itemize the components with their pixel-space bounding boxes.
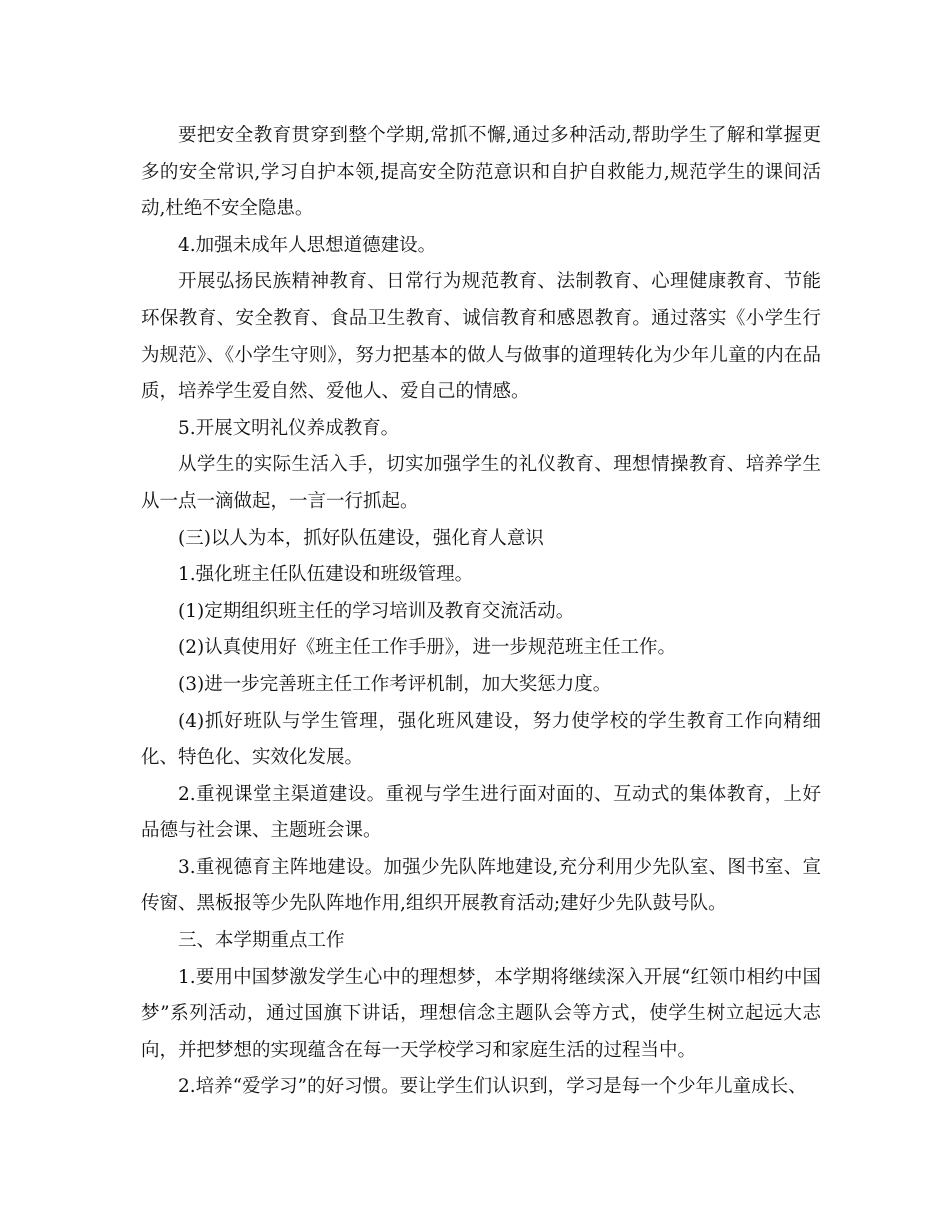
paragraph-section-team-building: (三)以人为本，抓好队伍建设，强化育人意识 [178, 527, 544, 549]
paragraph-china-dream: 1.要用中国梦激发学生心中的理想梦，本学期将继续深入开展“红领巾相约中国梦”系列活动，通过国旗下讲话，理想信念主题队会等方式，使学生树立起远大志向，并把梦想的实现蕴含在每一天学校学习和家庭生活的过程当中。 [141, 966, 821, 1061]
list-item-2: (2)认真使用好《班主任工作手册》，进一步规范班主任工作。 [178, 637, 676, 659]
paragraph-moral-education-body: 开展弘扬民族精神教育、日常行为规范教育、法制教育、心理健康教育、节能环保教育、安全教育、食品卫生教育、诚信教育和感恩教育。通过落实《小学生行为规范》、《小学生守则》，努力把基本的做人与做事的道理转化为少年儿童的内在品质，培养学生爱自然、爱他人、爱自己的情感。 [141, 271, 821, 403]
document-body [141, 118, 821, 1106]
paragraph-classroom-channel: 2.重视课堂主渠道建设。重视与学生进行面对面的、互动式的集体教育，上好品德与社会课、主题班会课。 [141, 783, 821, 842]
paragraph-heading-etiquette: 5.开展文明礼仪养成教育。 [178, 417, 400, 439]
list-item-4: (4)抓好班队与学生管理，强化班风建设，努力使学校的学生教育工作向精细化、特色化、实效化发展。 [141, 710, 821, 769]
paragraph-heading-moral-education: 4.加强未成年人思想道德建设。 [178, 234, 437, 256]
paragraph-moral-base: 3.重视德育主阵地建设。加强少先队阵地建设,充分利用少先队室、图书室、宣传窗、黑板报等少先队阵地作用,组织开展教育活动;建好少先队鼓号队。 [141, 856, 821, 915]
paragraph-safety-education: 要把安全教育贯穿到整个学期,常抓不懈,通过多种活动,帮助学生了解和掌握更多的安全常识,学习自护本领,提高安全防范意识和自护自救能力,规范学生的课间活动,杜绝不安全隐患。 [141, 125, 821, 220]
list-item-3: (3)进一步完善班主任工作考评机制，加大奖惩力度。 [178, 673, 612, 695]
list-item-1: (1)定期组织班主任的学习培训及教育交流活动。 [178, 600, 575, 622]
paragraph-etiquette-body: 从学生的实际生活入手，切实加强学生的礼仪教育、理想情操教育、培养学生从一点一滴做起，一言一行抓起。 [141, 454, 821, 512]
section-heading-key-work: 三、本学期重点工作 [178, 930, 345, 952]
paragraph-heading-class-teacher: 1.强化班主任队伍建设和班级管理。 [178, 564, 474, 586]
paragraph-love-learning: 2.培养“爱学习”的好习惯。要让学生们认识到，学习是每一个少年儿童成长、 [178, 1076, 807, 1098]
